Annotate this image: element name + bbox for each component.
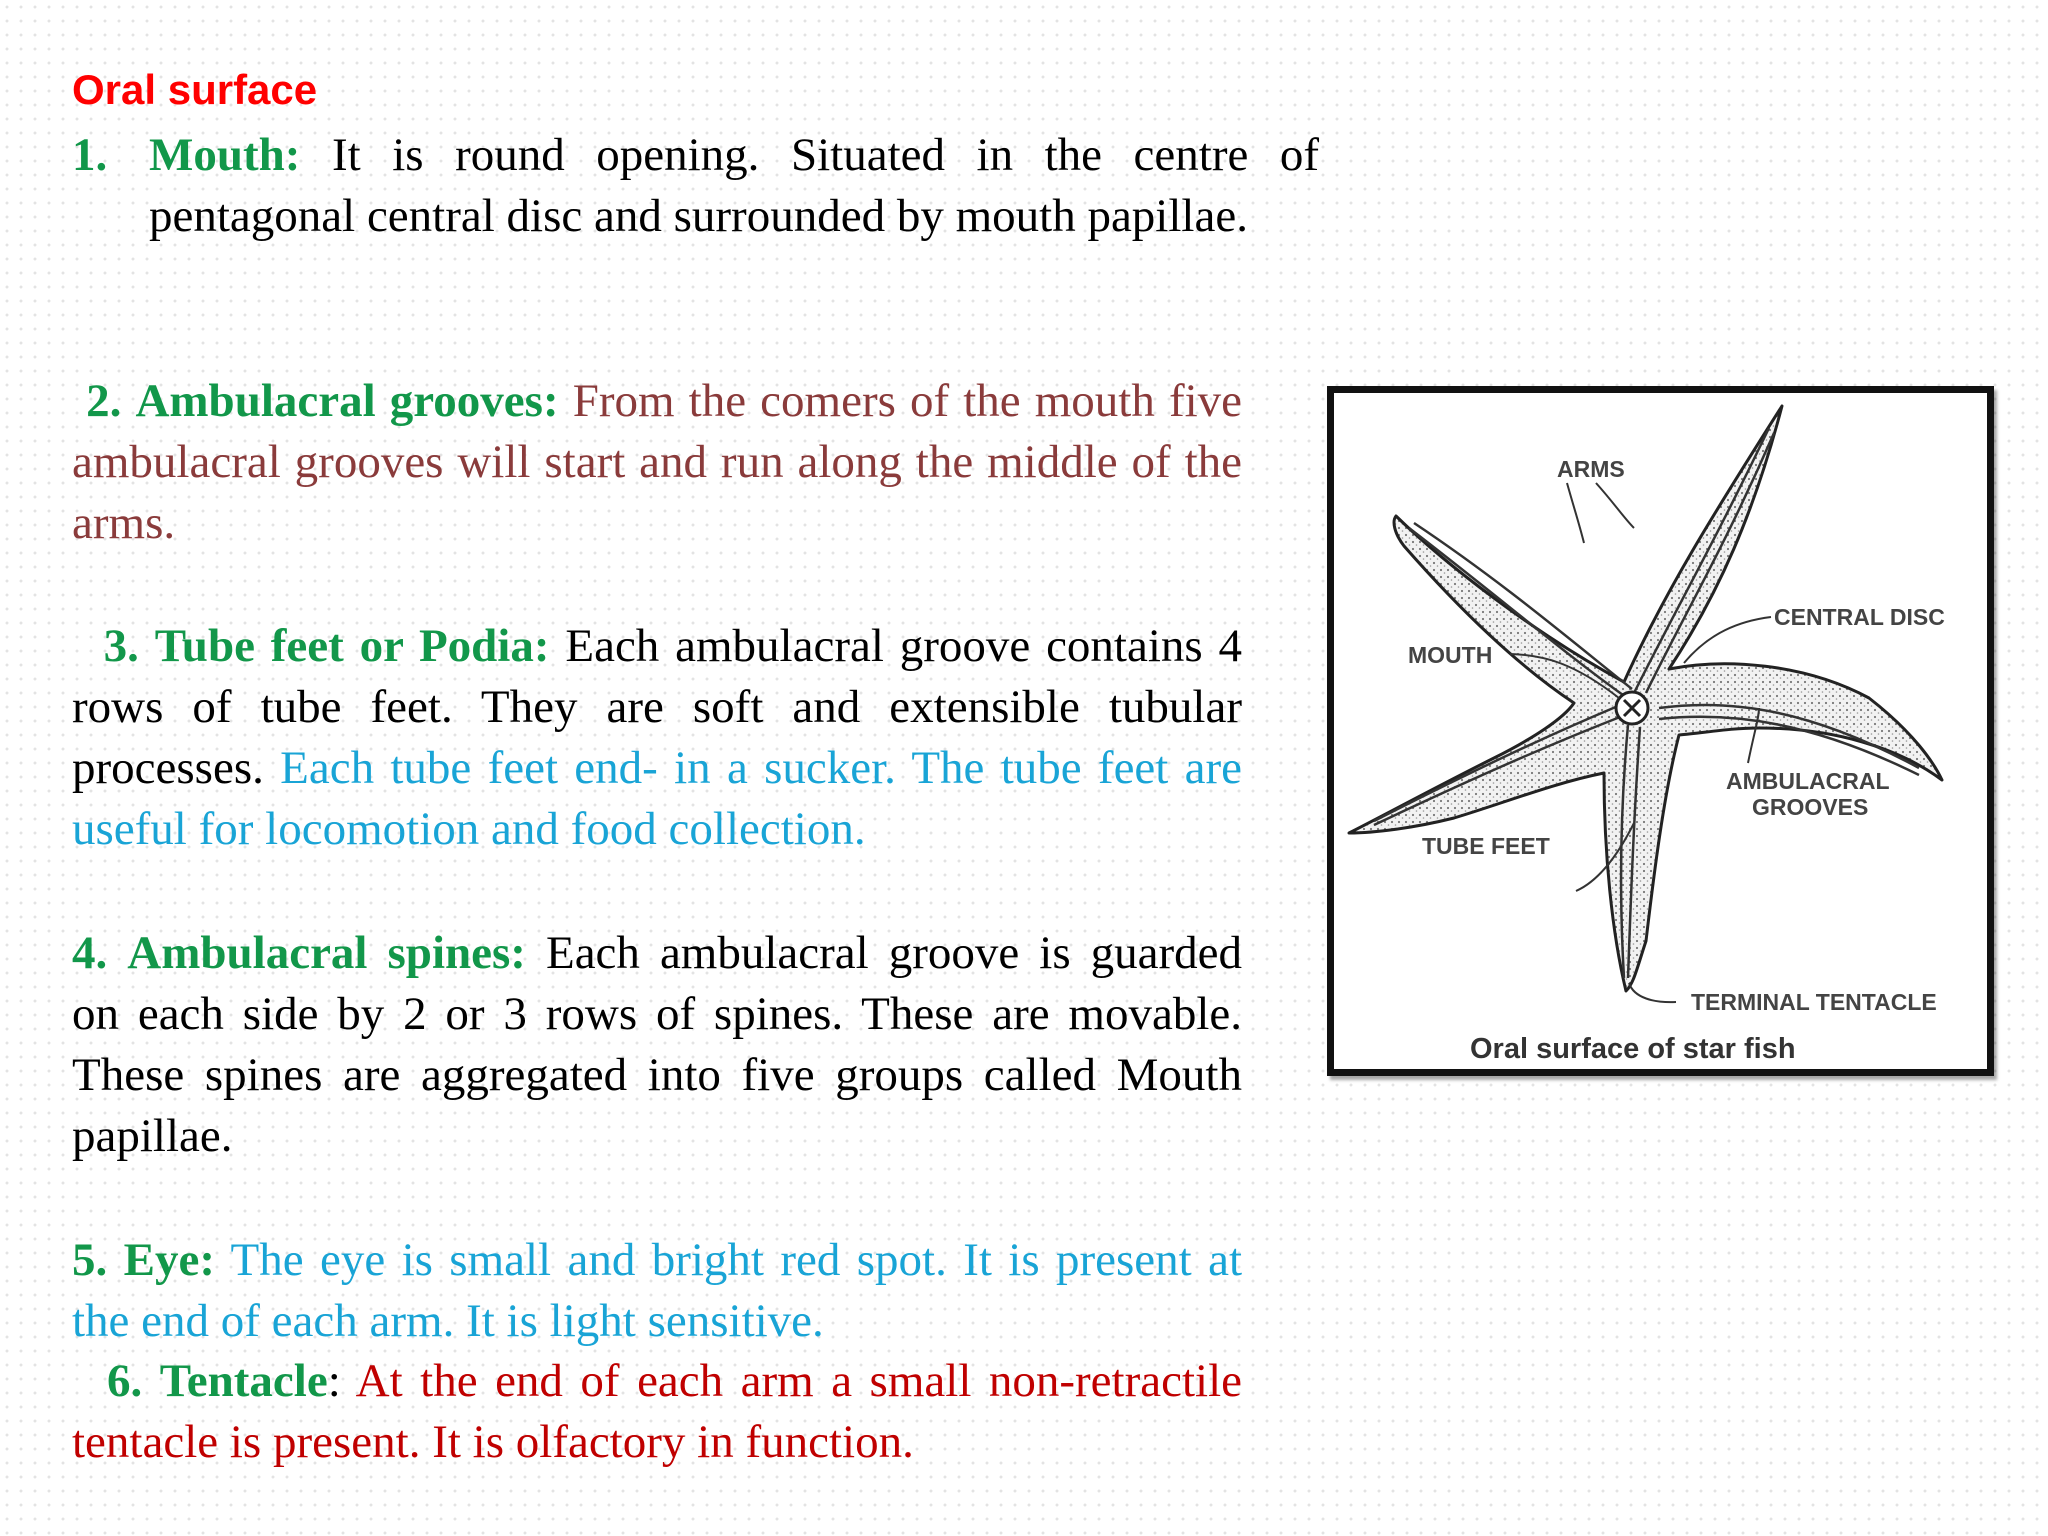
label-central-disc: CENTRAL DISC xyxy=(1774,604,1945,630)
item-text: The eye is small and bright red spot. It is present at the end of each arm. It is light sensitive. xyxy=(72,1234,1243,1347)
item-text: At the end of each arm a small non-retractile tentacle is present. It is olfactory in function. xyxy=(72,1355,1242,1468)
list-item-tentacle xyxy=(72,1351,1242,1473)
page-heading: Oral surface xyxy=(72,66,318,113)
item-number: 6. xyxy=(106,1355,143,1407)
list-item-tube-feet xyxy=(72,616,1242,860)
label-arms: ARMS xyxy=(1557,456,1625,482)
item-text: From the comers of the mouth five ambulacral grooves will start and run along the middle of the arms. xyxy=(72,375,1243,549)
item-term: Eye: xyxy=(123,1234,215,1286)
list-item-ambulacral-spines xyxy=(72,923,1242,1167)
item-number: 2. xyxy=(86,375,122,427)
item-text: It is round opening. Situated in the centre of pentagonal central disc and surrounded by mouth papillae. xyxy=(149,129,1319,242)
label-grooves: GROOVES xyxy=(1752,794,1869,820)
starfish-figure xyxy=(1327,386,1994,1076)
item-text: Each ambulacral groove contains 4 rows of tube feet. They are soft and extensible tubular processes. xyxy=(72,620,1243,794)
mouth-mark xyxy=(1616,692,1648,724)
list-item-mouth xyxy=(72,125,1319,247)
starfish-illustration xyxy=(1334,393,1987,1069)
figure-caption: Oral surface of star fish xyxy=(1470,1033,1796,1065)
item-term: Ambulacral spines: xyxy=(127,927,526,979)
item-number: 5. xyxy=(72,1234,108,1286)
list-item-ambulacral-grooves xyxy=(72,371,1242,554)
item-term: Ambulacral grooves: xyxy=(135,375,559,427)
item-text-highlight: Each tube feet end- in a sucker. The tube feet are useful for locomotion and food collection. xyxy=(72,742,1243,855)
label-ambulacral: AMBULACRAL xyxy=(1726,768,1890,794)
item-number: 1. xyxy=(72,129,108,181)
item-term: Tentacle xyxy=(159,1355,328,1407)
item-term: Mouth: xyxy=(149,129,301,181)
list-item-eye xyxy=(72,1230,1242,1352)
item-number: 3. xyxy=(103,620,139,672)
item-colon: : xyxy=(327,1355,341,1407)
item-text: Each ambulacral groove is guarded on each side by 2 or 3 rows of spines. These are movable. These spines are aggregated into five groups called Mouth papillae. xyxy=(72,927,1243,1162)
item-term: Tube feet or Podia: xyxy=(154,620,550,672)
label-mouth: MOUTH xyxy=(1408,642,1493,668)
item-number: 4. xyxy=(72,927,108,979)
label-terminal-tentacle: TERMINAL TENTACLE xyxy=(1691,989,1937,1015)
label-tube-feet: TUBE FEET xyxy=(1422,833,1550,859)
